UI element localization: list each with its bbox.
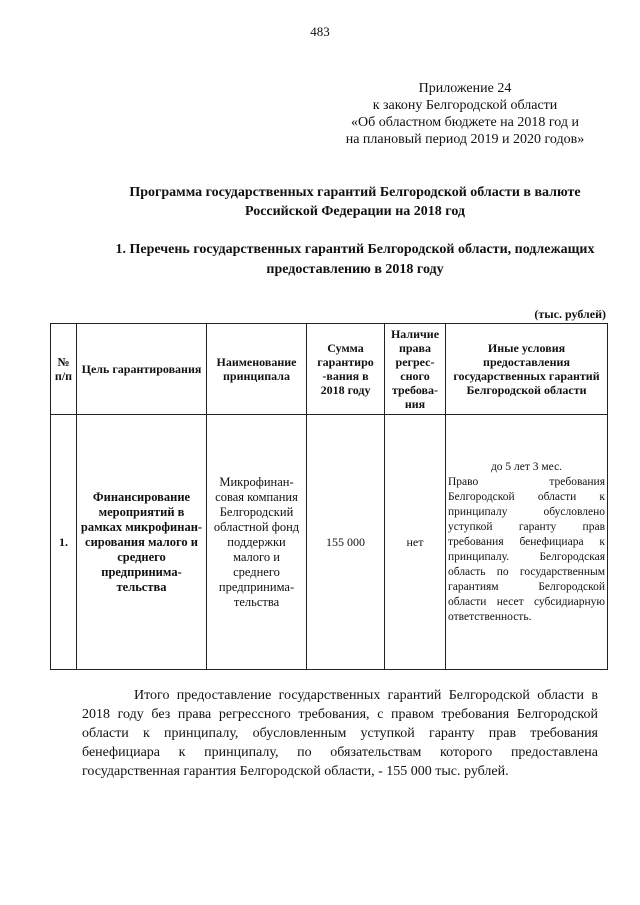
header-conditions: Иные условия предоставления государственных гарантий Белгородской области [446,324,608,415]
cell-conditions [446,415,608,670]
appendix-line-4: на плановый период 2019 и 2020 годов» [345,132,585,147]
conditions-text: Право требования Белгородской области к принципалу обусловлено уступкой гаранту прав требования бенефициара к принципалу. Белгородская область по государственным гарантиям Белгородской области несет субсидиарную ответственность. [448,475,605,623]
table-header-row [51,324,608,415]
header-purpose: Цель гарантирования [77,324,207,415]
appendix-line-1: Приложение 24 [418,81,512,96]
document-title: Программа государственных гарантий Белгородской области в валюте Российской Федерации на 2018 год [129,185,581,219]
appendix-header [330,80,600,148]
cell-principal: Микрофинан-совая компания Белгородский областной фонд поддержки малого и среднего предпринима-тельства [207,415,307,670]
units-label: (тыс. рублей) [534,307,606,321]
page-number: 483 [310,24,330,39]
guarantees-table [50,323,608,670]
section-title: 1. Перечень государственных гарантий Белгородской области, подлежащих предоставлению в 2018 году [115,242,595,277]
header-principal: Наименование принципала [207,324,307,415]
header-recourse: Наличие права регрес-сного требова-ния [385,324,446,415]
appendix-line-3: «Об областном бюджете на 2018 год и [351,115,579,130]
summary-paragraph: Итого предоставление государственных гарантий Белгородской области в 2018 году без права регрессного требования, с правом требования Белгородской области к принципалу, обусловленным уступкой гаранту прав требования бенефициара к принципалу, по обязательствам которого предоставлена государственная гарантия Белгородской области, - 155 000 тыс. рублей. [82,688,598,779]
cell-amount: 155 000 [307,415,385,670]
header-amount: Сумма гарантиро -вания в 2018 году [307,324,385,415]
table-row [51,415,608,670]
cell-num: 1. [51,415,77,670]
appendix-line-2: к закону Белгородской области [372,98,558,113]
header-num: № п/п [51,324,77,415]
conditions-term: до 5 лет 3 мес. [490,460,563,473]
cell-recourse: нет [385,415,446,670]
cell-purpose: Финансирование мероприятий в рамках микрофинан-сирования малого и среднего предпринима-тельства [77,415,207,670]
